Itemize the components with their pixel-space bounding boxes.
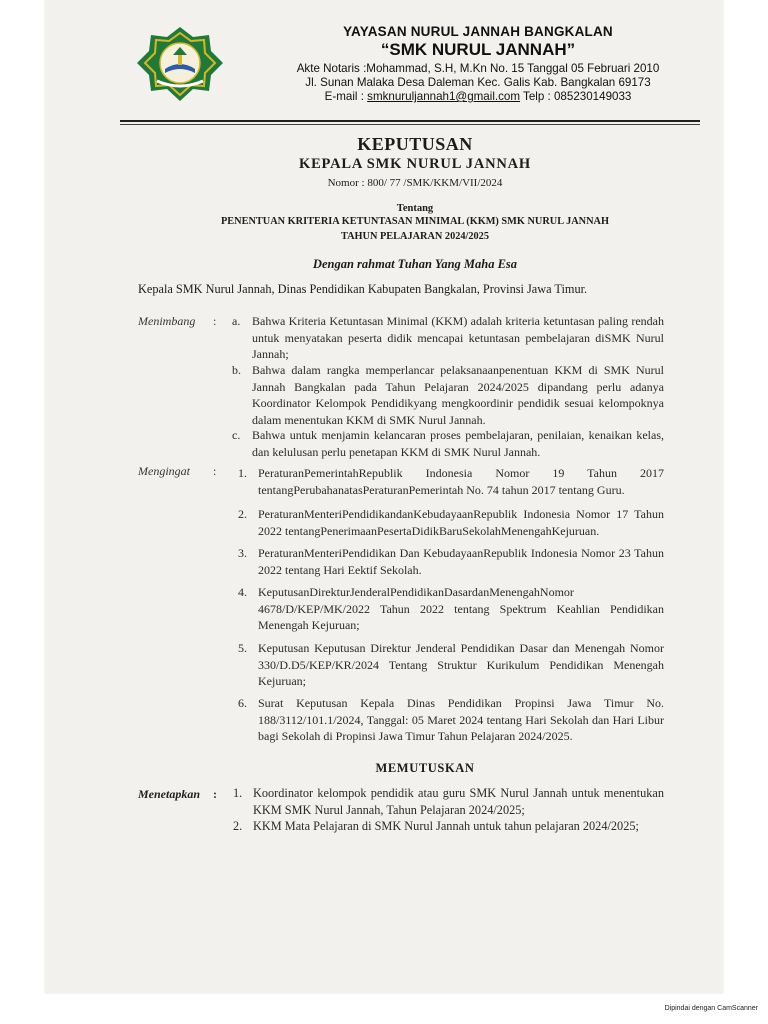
- school-name: “SMK NURUL JANNAH”: [380, 40, 576, 59]
- list-marker: 2.: [233, 819, 243, 833]
- mengingat-item-5: [238, 640, 664, 690]
- mengingat-colon: :: [213, 464, 217, 478]
- list-marker: 5.: [238, 641, 247, 655]
- phone-number: Telp : 085230149033: [520, 90, 632, 103]
- notary-deed: Akte Notaris :Mohammad, S.H, M.Kn No. 15 Tanggal 05 Februari 2010: [296, 62, 660, 75]
- list-marker: 4.: [238, 585, 247, 599]
- list-item-text: Surat Keputusan Kepala Dinas Pendidikan Propinsi Jawa Timur No. 188/3112/101.1/2024, Tanggal: 05 Maret 2024 tentang Hari Sekolah dan Hari Libur bagi Sekolah di Propinsi Jawa Timur Tahun Pelajaran 2024/2025.: [258, 696, 664, 743]
- menimbang-colon: :: [213, 314, 217, 328]
- header-rule-thin: [120, 124, 700, 125]
- menimbang-label: Menimbang: [138, 314, 196, 328]
- mengingat-item-4: [238, 584, 664, 634]
- school-address: Jl. Sunan Malaka Desa Daleman Kec. Galis Kab. Bangkalan 69173: [305, 76, 651, 89]
- menetapkan-label: Menetapkan: [138, 787, 201, 801]
- menetapkan-colon: :: [213, 787, 217, 801]
- list-marker: 1.: [233, 786, 243, 800]
- subject-line-2: TAHUN PELAJARAN 2024/2025: [341, 231, 489, 242]
- list-item-text: Bahwa Kriteria Ketuntasan Minimal (KKM) adalah kriteria ketuntasan paling rendah untuk menyatakan peserta didik mencapai ketuntasan pembelajaran diSMK Nurul Jannah;: [252, 314, 664, 361]
- list-item-text: PeraturanPemerintahRepublik Indonesia Nomor 19 Tahun 2017 tentangPerubahanatasPeraturanPemerintah No. 74 tahun 2017 tentang Guru.: [258, 466, 664, 497]
- mengingat-item-6: [238, 695, 664, 745]
- decree-number: Nomor : 800/ 77 /SMK/KKM/VII/2024: [327, 177, 503, 189]
- list-marker: 6.: [238, 696, 247, 710]
- menetapkan-item-2: [233, 818, 664, 835]
- blessing-line: Dengan rahmat Tuhan Yang Maha Esa: [312, 257, 518, 271]
- list-item-text: PeraturanMenteriPendidikandanKebudayaanRepublik Indonesia Nomor 17 Tahun 2022 tentangPenerimaanPesertaDidikBaruSekolahMenengahKejuruan.: [258, 507, 664, 538]
- list-item-text: Keputusan Keputusan Direktur Jenderal Pendidikan Dasar dan Menengah Nomor 330/D.D5/KEP/KR/2024 Tentang Struktur Kurikulum Pendidikan Menengah Kejuruan;: [258, 641, 664, 688]
- subject-line-1: PENENTUAN KRITERIA KETUNTASAN MINIMAL (KKM) SMK NURUL JANNAH: [221, 216, 609, 227]
- foundation-name: YAYASAN NURUL JANNAH BANGKALAN: [343, 24, 613, 39]
- intro-line: Kepala SMK Nurul Jannah, Dinas Pendidikan Kabupaten Bangkalan, Provinsi Jawa Timur.: [138, 282, 588, 296]
- list-marker: 2.: [238, 507, 247, 521]
- email-prefix: E-mail :: [324, 90, 368, 103]
- mengingat-item-3: [238, 545, 664, 578]
- header-rule-thick: [120, 120, 700, 122]
- menimbang-item-c: [232, 427, 664, 460]
- school-logo-icon: [115, 25, 245, 109]
- mengingat-item-2: [238, 506, 664, 539]
- decree-subtitle: KEPALA SMK NURUL JANNAH: [298, 156, 532, 172]
- menimbang-item-b: [232, 362, 664, 428]
- list-marker: 1.: [238, 466, 247, 480]
- list-item-text: KKM Mata Pelajaran di SMK Nurul Jannah untuk tahun pelajaran 2024/2025;: [253, 819, 639, 833]
- list-item-text: Koordinator kelompok pendidik atau guru SMK Nurul Jannah untuk menentukan KKM SMK Nurul Jannah, Tahun Pelajaran 2024/2025;: [253, 786, 664, 817]
- list-item-text: KeputusanDirekturJenderalPendidikanDasardanMenengahNomor 4678/D/KEP/MK/2022 Tahun 2022 tentang Spektrum Keahlian Pendidikan Menengah Kejuruan;: [258, 585, 664, 632]
- scanner-watermark: Dipindai dengan CamScanner: [664, 1005, 758, 1012]
- list-item-text: PeraturanMenteriPendidikan Dan KebudayaanRepublik Indonesia Nomor 23 Tahun 2022 tentang Hari Eektif Sekolah.: [258, 546, 664, 577]
- list-marker: a.: [232, 314, 241, 328]
- list-marker: b.: [232, 363, 241, 377]
- list-item-text: Bahwa untuk menjamin kelancaran proses pembelajaran, penilaian, kenaikan kelas, dan kelulusan perlu penetapan KKM di SMK Nurul Jannah.: [252, 428, 664, 459]
- letterhead: [258, 24, 698, 103]
- list-item-text: Bahwa dalam rangka memperlancar pelaksanaanpenentuan KKM di SMK Nurul Jannah Bangkalan pada Tahun Pelajaran 2024/2025 dipandang perlu adanya Koordinator Kelompok Pendidikyang mengkoordinir pendidik sesuai kelompoknya dalam menentukan KKM di SMK Nurul Jannah.: [252, 363, 664, 427]
- about-label: Tentang: [396, 203, 434, 214]
- decree-title: KEPUTUSAN: [357, 134, 473, 154]
- list-marker: 3.: [238, 546, 247, 560]
- mengingat-item-1: [238, 465, 664, 498]
- contact-line: [258, 90, 698, 103]
- menetapkan-item-1: [233, 785, 664, 818]
- email-link[interactable]: smknuruljannah1@gmail.com: [367, 90, 521, 103]
- mengingat-label: Mengingat: [138, 464, 190, 478]
- memutuskan-heading: MEMUTUSKAN: [375, 761, 475, 775]
- list-marker: c.: [232, 428, 241, 442]
- menimbang-item-a: [232, 313, 664, 363]
